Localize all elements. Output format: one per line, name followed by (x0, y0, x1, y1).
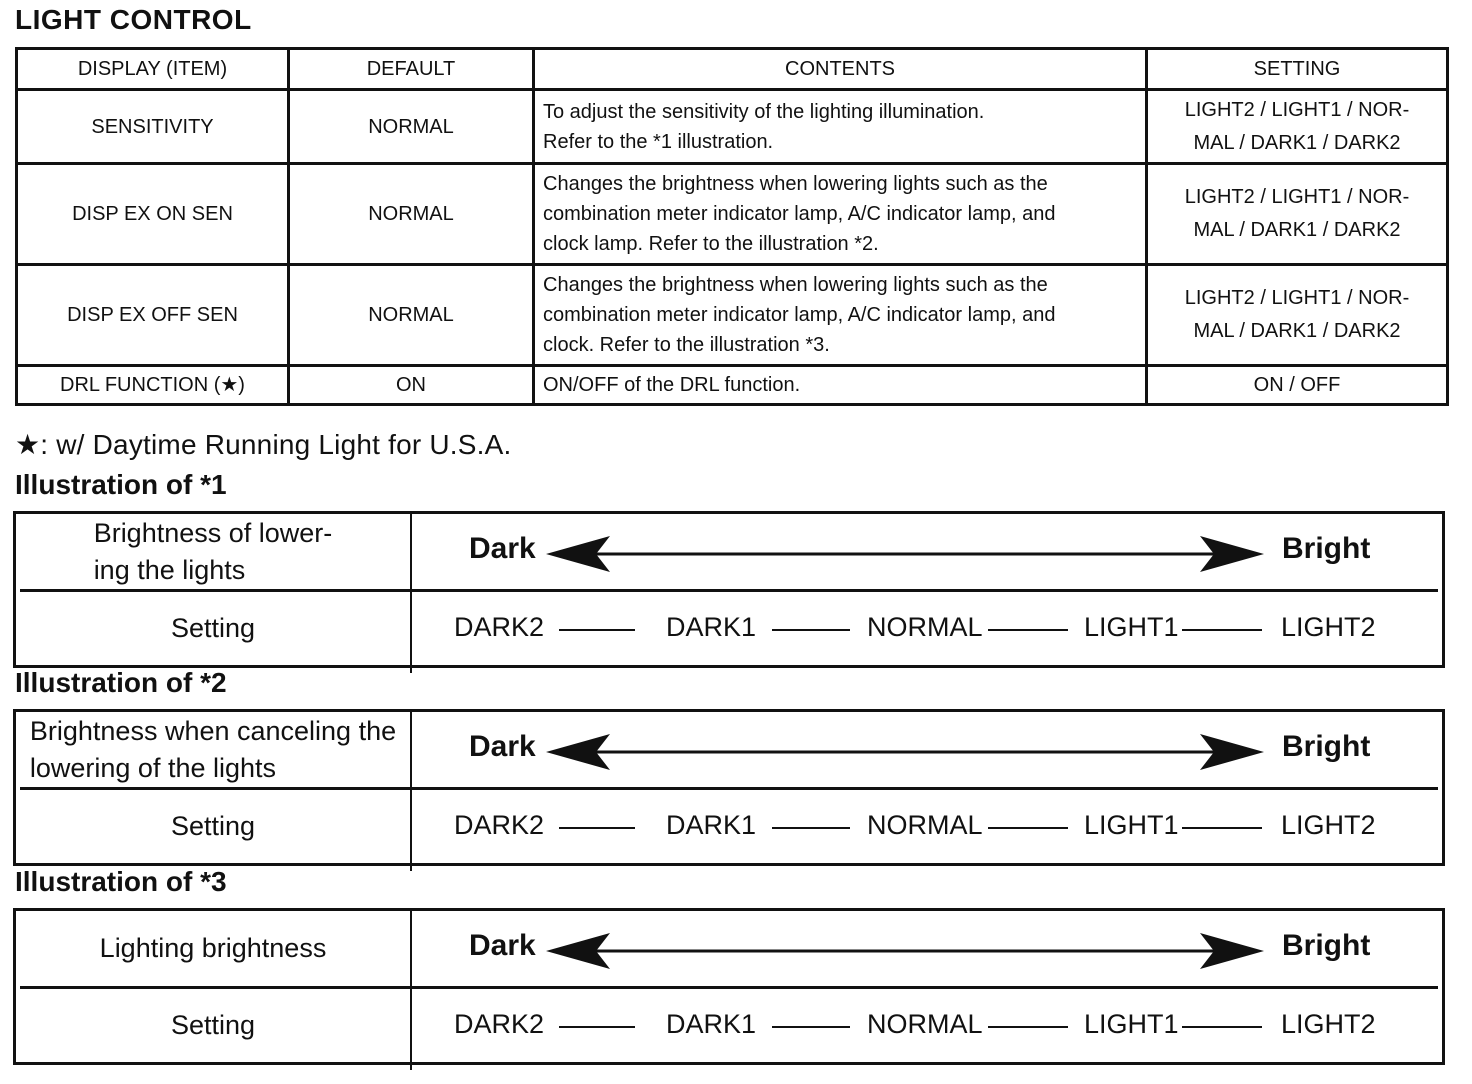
contents-line: To adjust the sensitivity of the lighting illumination. (543, 100, 985, 123)
level-light2: LIGHT2 (1281, 1009, 1376, 1039)
setting-label: Setting (170, 613, 256, 643)
column-header-setting: SETTING (1147, 49, 1448, 90)
illustration-1-title: Illustration of *1 (15, 469, 227, 500)
setting-line: LIGHT2 / LIGHT1 / NOR- (1184, 98, 1410, 121)
footnote: ★: w/ Daytime Running Light for U.S.A. (15, 429, 512, 460)
dark-label: Dark (469, 532, 536, 565)
double-arrow-icon (546, 929, 1264, 973)
level-connector (559, 827, 635, 829)
level-light1: LIGHT1 (1084, 612, 1179, 642)
column-divider (410, 911, 412, 1070)
table-row (17, 90, 1448, 164)
illustration-3-box (13, 908, 1445, 1065)
setting-line: LIGHT2 / LIGHT1 / NOR- (1184, 287, 1410, 309)
illustration-2-box (13, 709, 1445, 866)
column-header-item: DISPLAY (ITEM) (17, 49, 289, 90)
contents-line: ON/OFF of the DRL function. (543, 374, 801, 396)
illustration-3-title: Illustration of *3 (15, 866, 227, 897)
contents-cell (534, 265, 1147, 366)
contents-line: Changes the brightness when lowering lights such as the (543, 173, 1048, 195)
contents-line: Changes the brightness when lowering lights such as the (543, 274, 1048, 296)
level-normal: NORMAL (867, 810, 983, 840)
default-cell: NORMAL (289, 265, 534, 366)
label-line: ing the lights (93, 554, 246, 585)
item-cell: DISP EX ON SEN (17, 164, 289, 265)
contents-cell (534, 164, 1147, 265)
setting-line: MAL / DARK1 / DARK2 (1193, 320, 1401, 342)
table-row (17, 366, 1448, 405)
level-light1: LIGHT1 (1084, 810, 1179, 840)
bright-label: Bright (1282, 532, 1371, 565)
brightness-label (16, 712, 410, 787)
level-connector (1182, 629, 1262, 631)
default-cell: NORMAL (289, 90, 534, 164)
setting-cell (1147, 265, 1448, 366)
level-dark2: DARK2 (454, 612, 545, 642)
level-connector (988, 1026, 1068, 1028)
item-cell: SENSITIVITY (17, 90, 289, 164)
column-divider (410, 712, 412, 871)
column-divider (410, 514, 412, 673)
contents-cell (534, 90, 1147, 164)
double-arrow-icon (546, 532, 1264, 576)
column-header-contents: CONTENTS (534, 49, 1147, 90)
level-connector (772, 629, 850, 631)
bright-label: Bright (1282, 929, 1371, 962)
level-connector (1182, 1026, 1262, 1028)
level-light2: LIGHT2 (1281, 810, 1376, 840)
table-row (17, 265, 1448, 366)
level-light2: LIGHT2 (1281, 612, 1376, 642)
item-cell: DISP EX OFF SEN (17, 265, 289, 366)
page-title: LIGHT CONTROL (15, 4, 252, 35)
setting-line: MAL / DARK1 / DARK2 (1193, 131, 1401, 154)
level-dark1: DARK1 (666, 1009, 757, 1039)
label-line: lowering of the lights (29, 752, 277, 783)
brightness-label (16, 911, 410, 986)
level-dark2: DARK2 (454, 1009, 545, 1039)
setting-line: ON / OFF (1253, 374, 1341, 396)
level-connector (559, 1026, 635, 1028)
setting-label: Setting (170, 1010, 256, 1040)
dark-label: Dark (469, 730, 536, 763)
level-connector (988, 629, 1068, 631)
contents-line: clock lamp. Refer to the illustration *2. (543, 233, 879, 255)
label-line: Lighting brightness (99, 933, 327, 963)
setting-cell (1147, 90, 1448, 164)
level-normal: NORMAL (867, 1009, 983, 1039)
double-arrow-icon (546, 730, 1264, 774)
contents-line: combination meter indicator lamp, A/C indicator lamp, and (543, 304, 1056, 326)
bright-label: Bright (1282, 730, 1371, 763)
level-normal: NORMAL (867, 612, 983, 642)
table-row (17, 164, 1448, 265)
level-connector (559, 629, 635, 631)
default-cell: NORMAL (289, 164, 534, 265)
setting-line: MAL / DARK1 / DARK2 (1193, 219, 1401, 241)
level-connector (988, 827, 1068, 829)
light-control-table (15, 47, 1449, 406)
contents-line: combination meter indicator lamp, A/C indicator lamp, and (543, 203, 1056, 225)
level-connector (772, 827, 850, 829)
contents-line: clock. Refer to the illustration *3. (543, 334, 830, 356)
table-header-row (17, 49, 1448, 90)
setting-label: Setting (170, 811, 256, 841)
label-line: Brightness when canceling the (29, 715, 397, 746)
brightness-label (16, 514, 410, 589)
dark-label: Dark (469, 929, 536, 962)
default-cell: ON (289, 366, 534, 405)
label-line: Brightness of lower- (93, 517, 333, 548)
level-light1: LIGHT1 (1084, 1009, 1179, 1039)
level-dark2: DARK2 (454, 810, 545, 840)
item-cell: DRL FUNCTION (★) (17, 366, 289, 405)
illustration-2-title: Illustration of *2 (15, 667, 227, 698)
setting-cell (1147, 164, 1448, 265)
level-dark1: DARK1 (666, 810, 757, 840)
contents-line: Refer to the *1 illustration. (543, 130, 774, 153)
setting-line: LIGHT2 / LIGHT1 / NOR- (1184, 186, 1410, 208)
contents-cell (534, 366, 1147, 405)
illustration-1-box (13, 511, 1445, 668)
column-header-default: DEFAULT (289, 49, 534, 90)
level-connector (772, 1026, 850, 1028)
setting-cell (1147, 366, 1448, 405)
level-connector (1182, 827, 1262, 829)
level-dark1: DARK1 (666, 612, 757, 642)
